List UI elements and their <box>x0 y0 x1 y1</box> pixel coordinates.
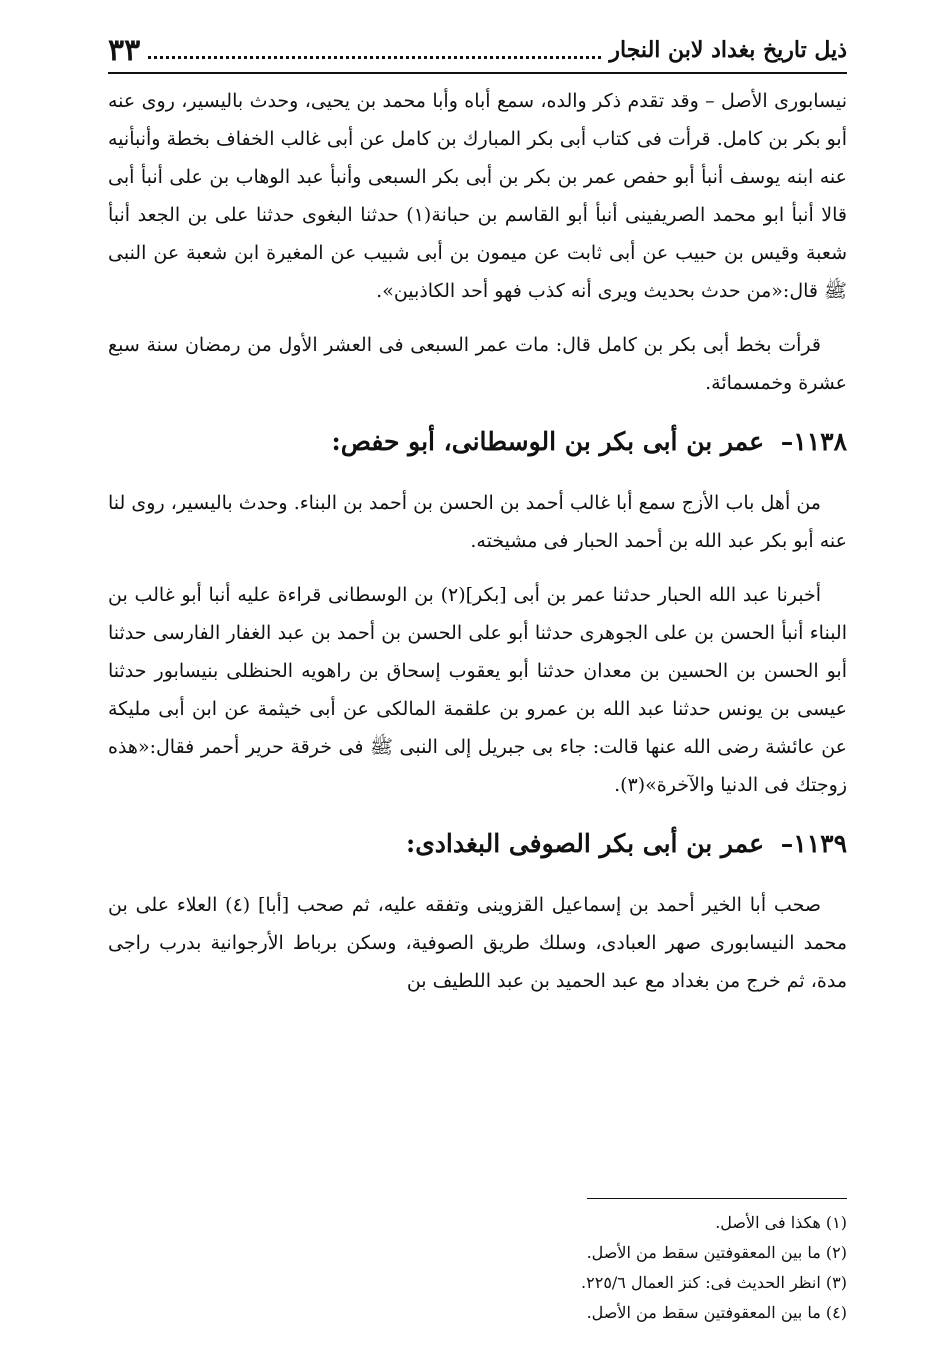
paragraph-death-note: قرأت بخط أبى بكر بن كامل قال: مات عمر السبعى فى العشر الأول من رمضان سنة سبع عشرة وخمسمائة. <box>108 334 847 394</box>
page-body <box>108 82 847 1016</box>
entry-number: ١١٣٩– <box>780 829 847 858</box>
paragraph-1139-bio: صحب أبا الخير أحمد بن إسماعيل القزوينى وتفقه عليه، ثم صحب [أبا] (٤) العلاء على بن محمد النيسابورى صهر العبادى، وسلك طريق الصوفية، وسكن برباط الأرجوانية بدرب راجى مدة، ثم خرج من بغداد مع عبد الحميد بن عبد اللطيف بن <box>108 894 847 992</box>
footnote-1: (١) هكذا فى الأصل. <box>715 1213 847 1232</box>
entry-title: عمر بن أبى بكر الصوفى البغدادى: <box>405 829 765 858</box>
book-title: ذيل تاريخ بغداد لابن النجار <box>609 37 847 63</box>
footnote-3: (٣) انظر الحديث فى: كنز العمال ٢٢٥/٦. <box>581 1273 847 1292</box>
paragraph-1138-hadith: أخبرنا عبد الله الحبار حدثنا عمر بن أبى [بكر](٢) بن الوسطانى قراءة عليه أنبا أبو غالب بن البناء أنبأ الحسن بن على الجوهرى حدثنا أبو على الحسن بن أحمد بن عبد الغفار الفارسى حدثنا أبو الحسن بن الحسين بن معدان حدثنا أبو يعقوب إسحاق بن راهويه الحنظلى بنيسابور حدثنا عيسى بن يونس حدثنا عبد الله بن عمرو بن علقمة المالكى عن أبى خيثمة عن ابن أبى مليكة عن عائشة رضى الله عنها قالت: جاء بى جبريل إلى النبى ﷺ فى خرقة حرير أحمر فقال:«هذه زوجتك فى الدنيا والآخرة»(٣). <box>108 584 847 796</box>
footnotes <box>300 1208 847 1328</box>
entry-title: عمر بن أبى بكر بن الوسطانى، أبو حفص: <box>331 427 765 456</box>
entry-number: ١١٣٨– <box>780 427 847 456</box>
footnote-divider <box>587 1198 847 1199</box>
entry-heading-1139 <box>108 820 847 868</box>
paragraph-1138-bio: من أهل باب الأزج سمع أبا غالب أحمد بن الحسن بن أحمد بن البناء. وحدث باليسير، روى لنا عنه أبو بكر عبد الله بن أحمد الحبار فى مشيخته. <box>108 492 847 552</box>
page-number: ٣٣ <box>108 32 141 68</box>
dotted-leader <box>148 56 601 59</box>
footnote-2: (٢) ما بين المعقوفتين سقط من الأصل. <box>586 1243 847 1262</box>
footnote-4: (٤) ما بين المعقوفتين سقط من الأصل. <box>586 1303 847 1322</box>
paragraph-1137-continuation: نيسابورى الأصل – وقد تقدم ذكر والده، سمع أباه وأبا محمد بن يحيى، وحدث باليسير، روى عنه أبو بكر بن كامل. قرأت فى كتاب أبى بكر المبارك بن كامل عن أبى غالب الخفاف بخطة وأنبأنيه عنه ابنه يوسف أنبأ أبو حفص عمر بن بكر بن أبى بكر السبعى وأنبأ عبد الوهاب بن على أنبأ أبى قالا أنبأ ابو محمد الصريفينى أنبأ أبو القاسم بن حبانة(١) حدثنا البغوى حدثنا على بن الجعد أنبأ شعبة وقيس بن حبيب عن أبى ثابت عن ميمون بن أبى شبيب عن المغيرة ابن شعبة عن النبى ﷺ قال:«من حدث بحديث ويرى أنه كذب فهو أحد الكاذبين». <box>108 90 847 302</box>
entry-heading-1138 <box>108 418 847 466</box>
running-header <box>108 30 847 74</box>
